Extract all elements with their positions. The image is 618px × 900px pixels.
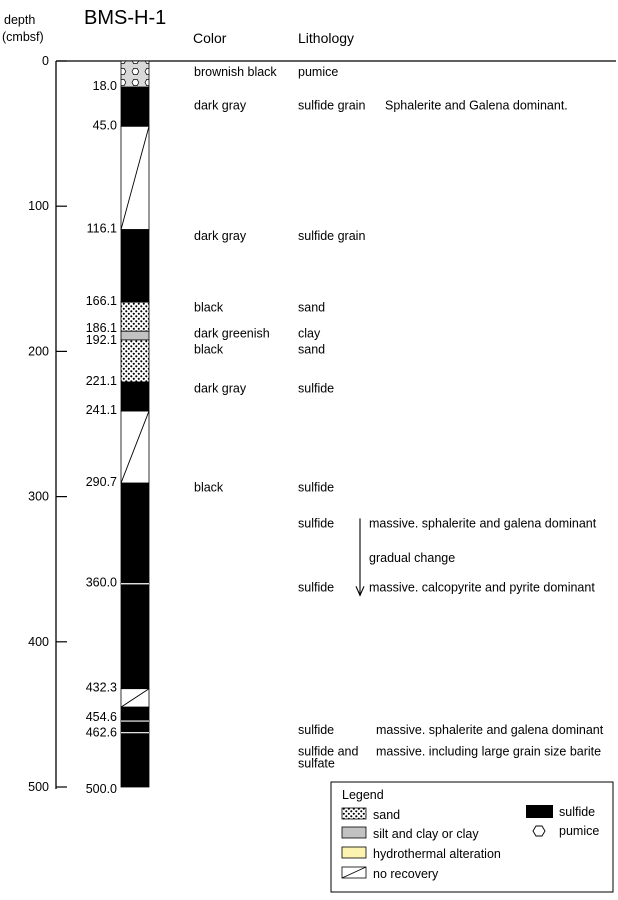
depth-boundary-label: 462.6 [85, 725, 117, 740]
depth-boundary-label: 186.1 [85, 321, 117, 336]
depth-axis-unit: (cmbsf) [2, 30, 44, 44]
depth-tick-label: 500 [28, 780, 49, 794]
color-description: dark greenish [194, 326, 270, 341]
remarks-description: Sphalerite and Galena dominant. [385, 98, 568, 113]
lithology-description: sand [298, 300, 326, 315]
core-unit-sulfide [121, 87, 149, 126]
legend-label-alteration: hydrothermal alteration [373, 847, 501, 861]
legend-label-pumice: pumice [559, 824, 600, 838]
depth-boundary-label: 221.1 [85, 374, 117, 389]
remarks-description: massive. sphalerite and galena dominant [369, 516, 597, 531]
depth-boundary-label: 454.6 [85, 710, 117, 725]
color-description: black [194, 300, 224, 315]
legend-label-sulfide: sulfide [559, 805, 596, 819]
depth-boundary-label: 432.3 [85, 680, 117, 695]
lithology-description: sulfide [298, 580, 335, 595]
core-unit-clay [121, 331, 149, 340]
core-unit-pumice [121, 61, 149, 87]
legend-swatch-sulfide [526, 805, 553, 818]
core-unit-sulfide [121, 584, 149, 689]
legend-label-sand: sand [373, 808, 401, 822]
color-description: black [194, 342, 224, 357]
depth-boundary-label: 18.0 [92, 79, 117, 94]
remarks-description: massive. sphalerite and galena dominant [376, 722, 604, 737]
depth-tick-label: 300 [28, 489, 49, 504]
core-unit-sulfide [121, 707, 149, 721]
lithology-description: sulfide grain [298, 98, 366, 113]
color-description: dark gray [194, 381, 247, 396]
color-column-header: Color [193, 30, 227, 46]
lithology-description: sulfide [298, 381, 335, 396]
color-description: dark gray [194, 98, 247, 113]
legend-swatch-alteration [342, 847, 366, 858]
lithology-description: clay [298, 326, 321, 341]
lithology-description: pumice [298, 65, 339, 80]
color-description: dark gray [194, 229, 247, 244]
remarks-description: massive. calcopyrite and pyrite dominant [369, 580, 595, 595]
depth-boundary-label: 166.1 [85, 294, 117, 309]
core-unit-sulfide [121, 721, 149, 733]
legend-label-no-recovery: no recovery [373, 867, 439, 881]
depth-tick-label: 200 [28, 344, 49, 359]
core-unit-sulfide [121, 382, 149, 411]
legend [331, 782, 613, 892]
depth-boundary-label: 116.1 [86, 221, 117, 236]
depth-tick-label: 0 [42, 54, 49, 68]
depth-boundary-label: 290.7 [85, 475, 117, 490]
core-unit-sulfide [121, 230, 149, 303]
depth-boundary-label: 360.0 [85, 575, 117, 590]
core-title: BMS-H-1 [84, 7, 167, 29]
lithology-description: sulfide [298, 722, 335, 737]
depth-tick-label: 100 [28, 199, 49, 214]
lithology-description: sulfide grain [298, 229, 366, 244]
lithology-description: sulfide and [298, 744, 359, 759]
core-unit-sulfide [121, 483, 149, 584]
legend-swatch-sand [342, 808, 366, 819]
depth-tick-label: 400 [28, 634, 49, 649]
remarks-description: massive. including large grain size barite [376, 744, 602, 759]
legend-label-clay: silt and clay or clay [373, 827, 479, 841]
legend-pumice-icon [533, 826, 545, 836]
lithology-column-header: Lithology [298, 30, 355, 46]
depth-boundary-label: 192.1 [85, 332, 117, 347]
lithology-description: sand [298, 342, 326, 357]
depth-boundary-label: 241.1 [85, 403, 117, 418]
core-unit-sand [121, 340, 149, 382]
core-unit-sand [121, 302, 149, 331]
color-description: brownish black [194, 65, 277, 80]
depth-boundary-label: 500.0 [85, 782, 117, 796]
legend-title: Legend [342, 788, 384, 802]
lithology-description: sulfide [298, 480, 335, 495]
depth-axis-label: depth [4, 13, 36, 27]
lithology-description: sulfide [298, 516, 335, 531]
color-description: black [194, 480, 224, 495]
depth-boundary-label: 45.0 [92, 118, 117, 133]
legend-swatch-clay [342, 827, 366, 838]
core-unit-sulfide [121, 733, 149, 787]
gradual-change-label: gradual change [369, 550, 456, 565]
lithology-description-line2: sulfate [298, 756, 335, 771]
